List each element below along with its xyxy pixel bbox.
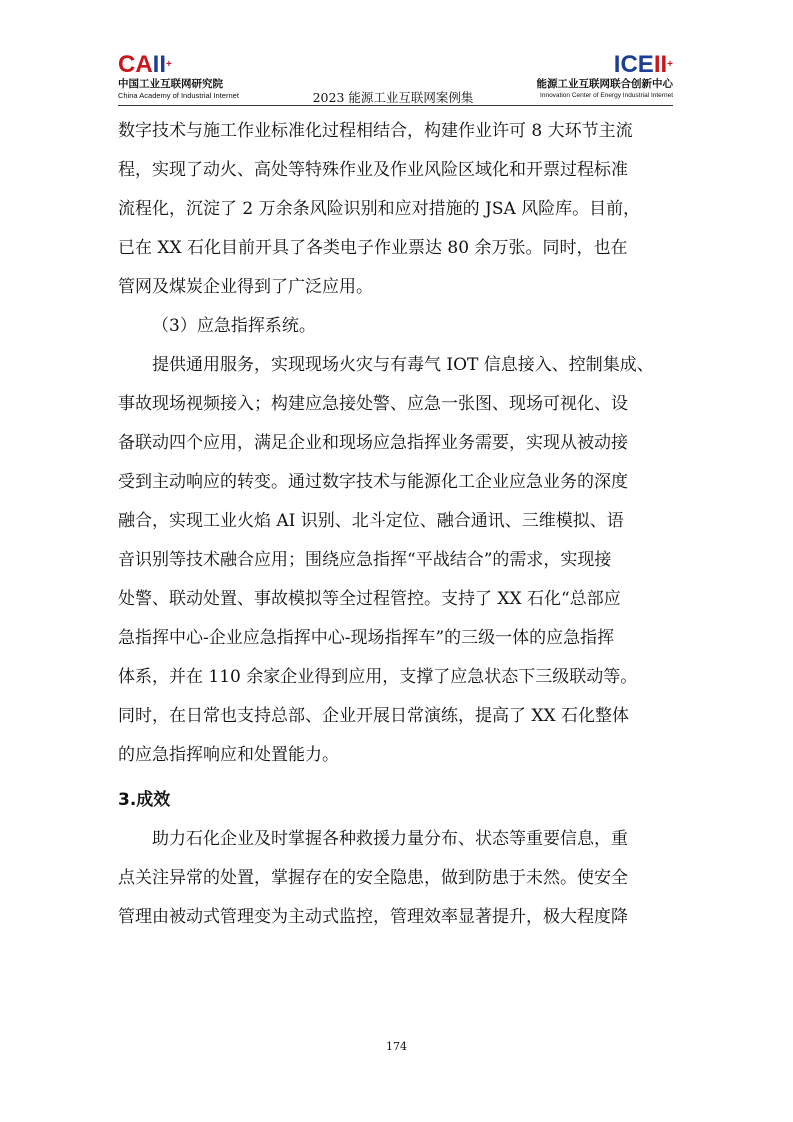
text-line: 音识别等技术融合应用；围绕应急指挥“平战结合”的需求，实现接: [118, 550, 612, 570]
iceii-logo-chinese-name: 能源工业互联网联合创新中心: [536, 78, 673, 90]
text-line: 的应急指挥响应和处置能力。: [118, 745, 339, 765]
header-divider: [118, 105, 673, 106]
header-title: 2023 能源工业互联网案例集: [312, 90, 474, 105]
caii-logo: [118, 52, 258, 104]
text-line: 数字技术与施工作业标准化过程相结合，构建作业许可 8 大环节主流: [118, 121, 633, 141]
paragraph-work-permit: [118, 112, 673, 307]
text-line: 提供通用服务，实现现场火灾与有毒气 IOT 信息接入、控制集成、: [152, 355, 654, 375]
page-header: [118, 52, 673, 106]
caii-logo-english-name: China Academy of Industrial Internet: [118, 91, 239, 100]
text-line: 受到主动响应的转变。通过数字技术与能源化工企业应急业务的深度: [118, 472, 628, 492]
caii-logo-chinese-name: 中国工业互联网研究院: [118, 78, 223, 90]
page-content: [118, 112, 673, 937]
text-line: 管理由被动式管理变为主动式监控，管理效率显著提升，极大程度降: [118, 907, 628, 927]
text-line: 处警、联动处置、事故模拟等全过程管控。支持了 XX 石化“总部应: [118, 589, 621, 609]
iceii-logo-english-name: Innovation Center of Energy Industrial Internet: [540, 92, 673, 99]
section-heading-results: 3.成效: [118, 790, 171, 810]
text-line: 急指挥中心-企业应急指挥中心-现场指挥车”的三级一体的应急指挥: [118, 628, 615, 648]
subheading-emergency-command: （3）应急指挥系统。: [152, 316, 316, 336]
caii-logo-mark: CAII+: [118, 51, 172, 78]
page-number: 174: [386, 1040, 407, 1053]
text-line: 备联动四个应用，满足企业和现场应急指挥业务需要，实现从被动接: [118, 433, 628, 453]
text-line: 融合，实现工业火焰 AI 识别、北斗定位、融合通讯、三维模拟、语: [118, 511, 624, 531]
paragraph-emergency-command: [118, 346, 673, 775]
text-line: 流程化，沉淀了 2 万余条风险识别和应对措施的 JSA 风险库。目前，: [118, 199, 641, 219]
text-line: 体系，并在 110 余家企业得到应用，支撑了应急状态下三级联动等。: [118, 667, 638, 687]
text-line: 程，实现了动火、高处等特殊作业及作业风险区域化和开票过程标准: [118, 160, 628, 180]
iceii-logo-mark: ICEII+: [613, 51, 673, 78]
text-line: 管网及煤炭企业得到了广泛应用。: [118, 277, 373, 297]
text-line: 点关注异常的处置，掌握存在的安全隐患，做到防患于未然。使安全: [118, 868, 628, 888]
paragraph-results: [118, 820, 673, 937]
text-line: 已在 XX 石化目前开具了各类电子作业票达 80 余万张。同时，也在: [118, 238, 628, 258]
iceii-logo: [513, 52, 673, 104]
text-line: 事故现场视频接入；构建应急接处警、应急一张图、现场可视化、设: [118, 394, 628, 414]
text-line: 助力石化企业及时掌握各种救援力量分布、状态等重要信息，重: [152, 829, 628, 849]
text-line: 同时，在日常也支持总部、企业开展日常演练，提高了 XX 石化整体: [118, 706, 630, 726]
